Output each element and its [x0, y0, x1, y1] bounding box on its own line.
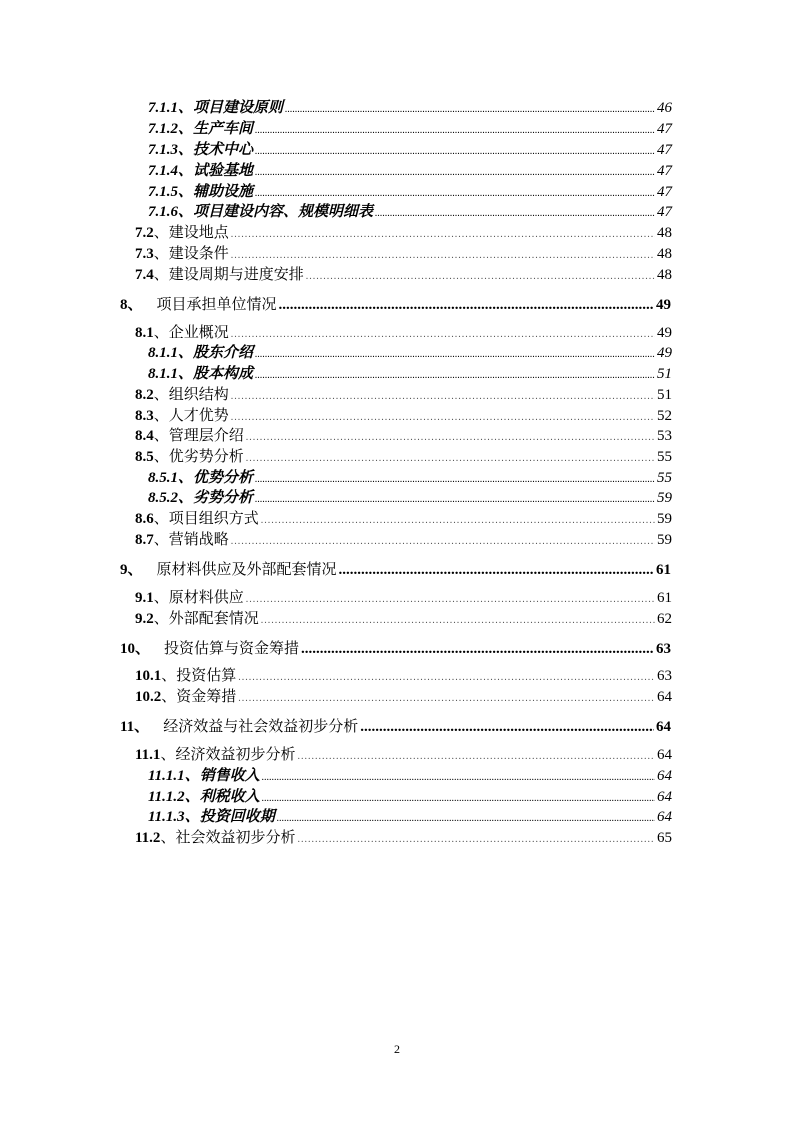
toc-entry-page: 64	[657, 768, 672, 784]
toc-entry-page: 47	[657, 121, 672, 137]
toc-entry-number: 9.1	[135, 590, 154, 606]
toc-entry-title: 、试验基地	[178, 163, 254, 179]
toc-entry[interactable]	[135, 664, 672, 685]
toc-entry-page: 59	[657, 532, 672, 548]
toc-entry-number: 8.6	[135, 511, 154, 527]
toc-entry-title: 、投资估算	[161, 668, 237, 684]
toc-entry-number: 8.1	[135, 325, 154, 341]
toc-entry-number: 7.1.5	[148, 184, 178, 200]
toc-entry-title: 、管理层介绍	[153, 428, 244, 444]
toc-entry-title: 、生产车间	[178, 121, 254, 137]
toc-entry[interactable]	[148, 117, 672, 138]
toc-entry-page: 49	[657, 345, 672, 361]
toc-entry[interactable]	[148, 341, 672, 362]
toc-entry-number: 11、	[120, 719, 150, 735]
toc-entry-number: 7.1.6	[148, 204, 178, 220]
toc-entry-number: 7.1.2	[148, 121, 178, 137]
toc-entry[interactable]	[148, 159, 672, 180]
toc-entry-page: 61	[656, 562, 671, 578]
toc-entry-page: 47	[657, 163, 672, 179]
toc-entry-title: 、营销战略	[153, 532, 229, 548]
toc-entry-page: 46	[657, 100, 672, 116]
toc-entry-number: 8.1.1	[148, 366, 178, 382]
toc-entry-number: 8、	[120, 297, 143, 313]
toc-entry-page: 62	[657, 611, 672, 627]
toc-dot-leader	[301, 641, 654, 658]
toc-entry-page: 49	[657, 325, 672, 341]
toc-entry-title: 投资估算与资金筹措	[164, 641, 300, 657]
toc-dot-leader	[360, 719, 654, 736]
toc-entry[interactable]	[148, 180, 672, 201]
toc-entry-title: 、项目组织方式	[153, 511, 259, 527]
toc-entry[interactable]	[148, 200, 672, 221]
toc-entry[interactable]	[135, 263, 672, 284]
toc-entry-number: 11.1.2	[148, 789, 185, 805]
toc-dot-leader	[246, 590, 655, 607]
toc-entry-page: 51	[657, 366, 672, 382]
toc-entry-page: 65	[657, 830, 672, 846]
toc-entry-title: 、利税收入	[184, 789, 260, 805]
toc-dot-leader	[277, 809, 655, 826]
toc-dot-leader	[255, 490, 655, 507]
toc-entry[interactable]	[135, 321, 672, 342]
toc-entry-page: 63	[656, 641, 671, 657]
toc-entry-number: 10.2	[135, 689, 162, 705]
toc-entry-number: 9.2	[135, 611, 154, 627]
toc-entry[interactable]	[148, 362, 672, 383]
toc-entry[interactable]	[135, 404, 672, 425]
toc-entry-page: 55	[657, 449, 672, 465]
toc-entry-title: 、建设周期与进度安排	[153, 267, 304, 283]
toc-entry-title: 、技术中心	[178, 142, 254, 158]
toc-entry[interactable]	[148, 138, 672, 159]
toc-entry-number: 8.4	[135, 428, 154, 444]
toc-dot-leader	[285, 100, 655, 117]
toc-entry-title: 、项目建设原则	[178, 100, 284, 116]
toc-entry[interactable]	[120, 637, 671, 658]
toc-entry-number: 11.2	[135, 830, 161, 846]
toc-entry-page: 59	[657, 511, 672, 527]
toc-dot-leader	[255, 184, 655, 201]
toc-entry[interactable]	[135, 383, 672, 404]
toc-entry[interactable]	[120, 293, 671, 314]
toc-entry-number: 9、	[120, 562, 143, 578]
toc-entry-title: 、原材料供应	[153, 590, 244, 606]
toc-entry-title: 、销售收入	[184, 768, 260, 784]
toc-dot-leader	[231, 325, 655, 342]
toc-entry-title: 、投资回收期	[184, 809, 275, 825]
toc-entry-title: 、企业概况	[153, 325, 229, 341]
toc-entry[interactable]	[148, 805, 672, 826]
toc-entry[interactable]	[135, 826, 672, 847]
toc-entry-title: 、外部配套情况	[153, 611, 259, 627]
toc-entry-page: 55	[657, 470, 672, 486]
toc-entry-title: 、股本构成	[178, 366, 254, 382]
toc-entry-title: 、优势分析	[178, 470, 254, 486]
toc-entry-number: 8.1.1	[148, 345, 178, 361]
toc-entry[interactable]	[148, 96, 672, 117]
toc-entry-page: 64	[657, 789, 672, 805]
toc-dot-leader	[279, 297, 654, 314]
toc-entry-page: 47	[657, 142, 672, 158]
toc-entry[interactable]	[135, 424, 672, 445]
toc-dot-leader	[297, 747, 655, 764]
toc-dot-leader	[255, 163, 655, 180]
toc-dot-leader	[231, 532, 655, 549]
toc-entry-number: 7.2	[135, 225, 154, 241]
toc-entry-title: 、劣势分析	[178, 490, 254, 506]
toc-entry-page: 47	[657, 184, 672, 200]
toc-entry-number: 8.2	[135, 387, 154, 403]
toc-entry-title: 、股东介绍	[178, 345, 254, 361]
toc-entry-title: 、社会效益初步分析	[160, 830, 296, 846]
toc-entry-page: 48	[657, 267, 672, 283]
toc-entry-page: 64	[657, 747, 672, 763]
toc-entry[interactable]	[148, 764, 672, 785]
toc-entry-number: 7.3	[135, 246, 154, 262]
toc-dot-leader	[261, 611, 655, 628]
toc-entry-page: 47	[657, 204, 672, 220]
toc-dot-leader	[306, 267, 655, 284]
toc-entry-page: 48	[657, 225, 672, 241]
toc-entry-number: 7.4	[135, 267, 154, 283]
toc-dot-leader	[238, 689, 655, 706]
toc-entry-title: 、建设地点	[153, 225, 229, 241]
toc-entry-page: 49	[656, 297, 671, 313]
toc-entry-title: 、辅助设施	[178, 184, 254, 200]
toc-entry-page: 61	[657, 590, 672, 606]
toc-dot-leader	[238, 668, 655, 685]
toc-entry-page: 53	[657, 428, 672, 444]
toc-entry-title: 、经济效益初步分析	[160, 747, 296, 763]
toc-entry-page: 48	[657, 246, 672, 262]
toc-entry[interactable]	[135, 507, 672, 528]
toc-entry[interactable]	[135, 242, 672, 263]
toc-entry-number: 8.5.1	[148, 470, 178, 486]
toc-dot-leader	[255, 470, 655, 487]
toc-dot-leader	[297, 830, 655, 847]
toc-entry-number: 10、	[120, 641, 151, 657]
toc-entry[interactable]	[135, 685, 672, 706]
toc-entry-number: 8.7	[135, 532, 154, 548]
toc-entry[interactable]	[135, 586, 672, 607]
toc-entry-title: 、优劣势分析	[153, 449, 244, 465]
toc-entry-title: 、项目建设内容、规模明细表	[178, 204, 374, 220]
toc-entry-page: 63	[657, 668, 672, 684]
toc-dot-leader	[231, 225, 655, 242]
toc-entry-number: 8.5.2	[148, 490, 178, 506]
toc-entry[interactable]	[135, 221, 672, 242]
toc-entry-number: 11.1	[135, 747, 161, 763]
toc-entry-title: 、人才优势	[153, 408, 229, 424]
toc-dot-leader	[262, 768, 655, 785]
toc-entry-page: 59	[657, 490, 672, 506]
toc-entry[interactable]	[148, 486, 672, 507]
toc-entry[interactable]	[135, 528, 672, 549]
toc-entry[interactable]	[120, 558, 671, 579]
toc-entry-number: 11.1.3	[148, 809, 185, 825]
toc-entry-number: 11.1.1	[148, 768, 185, 784]
toc-dot-leader	[246, 449, 655, 466]
toc-entry-number: 10.1	[135, 668, 162, 684]
toc-entry-page: 64	[657, 689, 672, 705]
toc-entry-number: 7.1.3	[148, 142, 178, 158]
toc-entry[interactable]	[135, 743, 672, 764]
toc-entry[interactable]	[148, 785, 672, 806]
toc-entry-page: 64	[657, 809, 672, 825]
page-number: 2	[394, 1042, 400, 1056]
toc-entry-title: 、组织结构	[153, 387, 229, 403]
toc-entry[interactable]	[135, 445, 672, 466]
toc-dot-leader	[231, 408, 655, 425]
toc-dot-leader	[231, 387, 655, 404]
toc-entry-number: 7.1.1	[148, 100, 178, 116]
toc-entry-title: 经济效益与社会效益初步分析	[163, 719, 359, 735]
toc-dot-leader	[261, 511, 655, 528]
toc-entry-page: 64	[656, 719, 671, 735]
toc-entry-title: 原材料供应及外部配套情况	[156, 562, 337, 578]
toc-entry[interactable]	[120, 715, 671, 736]
toc-dot-leader	[255, 345, 655, 362]
toc-dot-leader	[231, 246, 655, 263]
toc-entry-page: 52	[657, 408, 672, 424]
toc-entry[interactable]	[148, 466, 672, 487]
toc-entry[interactable]	[135, 607, 672, 628]
toc-entry-number: 8.3	[135, 408, 154, 424]
toc-entry-title: 、资金筹措	[161, 689, 237, 705]
toc-entry-number: 7.1.4	[148, 163, 178, 179]
toc-dot-leader	[375, 204, 655, 221]
toc-dot-leader	[255, 121, 655, 138]
toc-dot-leader	[255, 366, 655, 383]
toc-dot-leader	[255, 142, 655, 159]
toc-dot-leader	[246, 428, 655, 445]
toc-entry-title: 项目承担单位情况	[156, 297, 277, 313]
toc-dot-leader	[339, 562, 654, 579]
toc-entry-page: 51	[657, 387, 672, 403]
toc-dot-leader	[262, 789, 655, 806]
toc-entry-number: 8.5	[135, 449, 154, 465]
toc-entry-title: 、建设条件	[153, 246, 229, 262]
